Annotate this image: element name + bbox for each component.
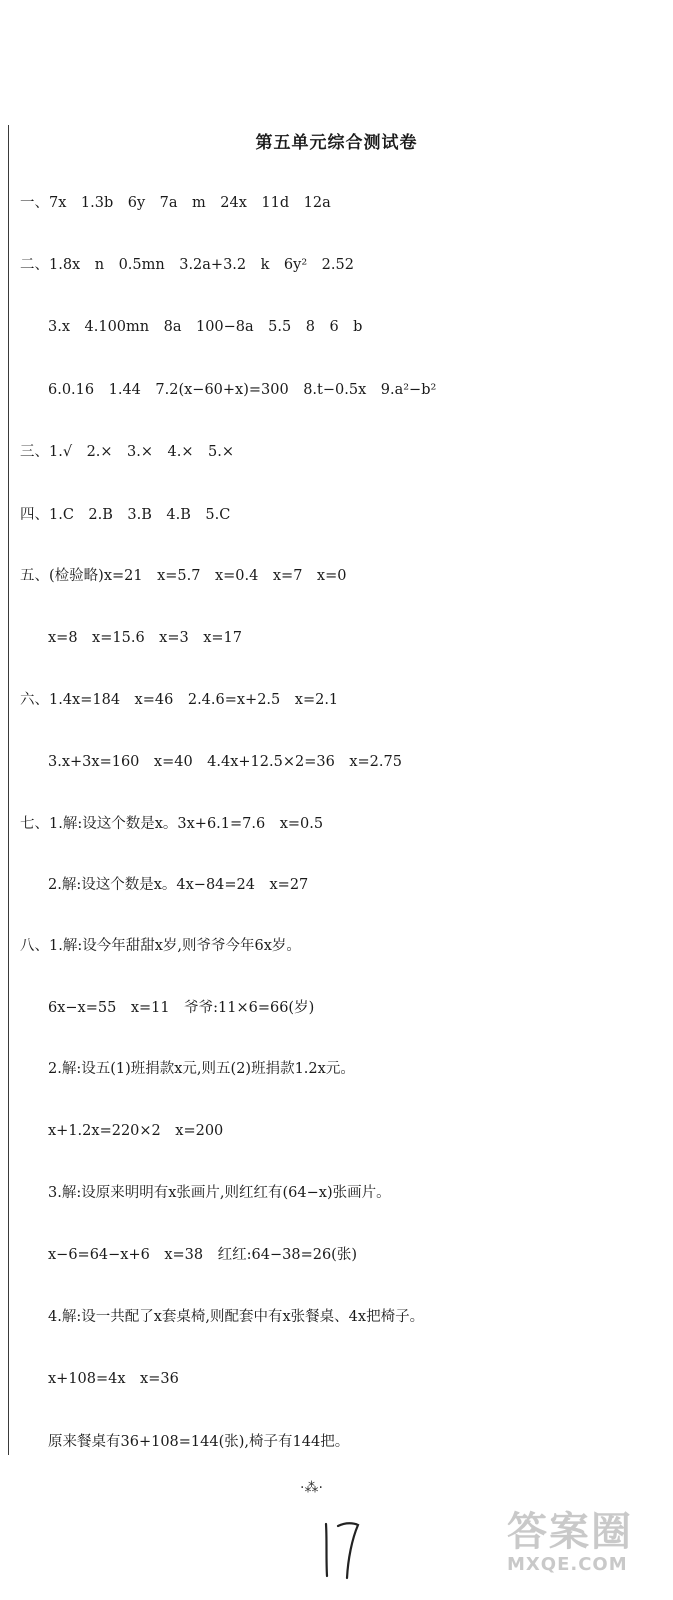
answer-line-19: 4.解:设一共配了x套桌椅,则配套中有x张餐桌、4x把椅子。 [48, 1309, 425, 1325]
page-title: 第五单元综合测试卷 [255, 133, 418, 153]
answer-line-9: 六、1.4x=184 x=46 2.4.6=x+2.5 x=2.1 [20, 692, 339, 708]
answer-line-11: 七、1.解:设这个数是x。3x+6.1=7.6 x=0.5 [20, 816, 324, 832]
answer-line-12: 2.解:设这个数是x。4x−84=24 x=27 [48, 877, 309, 893]
answer-line-1: 一、7x 1.3b 6y 7a m 24x 11d 12a [20, 195, 331, 211]
answer-line-14: 6x−x=55 x=11 爷爷:11×6=66(岁) [48, 1000, 315, 1016]
answer-line-10: 3.x+3x=160 x=40 4.4x+12.5×2=36 x=2.75 [48, 754, 402, 770]
watermark-url: MXQE.COM [507, 1554, 628, 1575]
answer-line-16: x+1.2x=220×2 x=200 [48, 1123, 224, 1139]
answer-line-13: 八、1.解:设今年甜甜x岁,则爷爷今年6x岁。 [20, 938, 301, 954]
answer-line-4: 6.0.16 1.44 7.2(x−60+x)=300 8.t−0.5x 9.a²−b² [48, 382, 437, 398]
answer-line-21: 原来餐桌有36+108=144(张),椅子有144把。 [48, 1434, 350, 1450]
answer-line-5: 三、1.√ 2.× 3.× 4.× 5.× [20, 444, 235, 460]
handwritten-page-number [318, 1514, 368, 1584]
watermark [507, 1510, 667, 1590]
answer-line-7: 五、(检验略)x=21 x=5.7 x=0.4 x=7 x=0 [20, 568, 347, 584]
answer-line-2: 二、1.8x n 0.5mn 3.2a+3.2 k 6y² 2.52 [20, 257, 354, 273]
answer-line-20: x+108=4x x=36 [48, 1371, 179, 1387]
answer-line-18: x−6=64−x+6 x=38 红红:64−38=26(张) [48, 1247, 357, 1263]
answer-line-6: 四、1.C 2.B 3.B 4.B 5.C [20, 507, 231, 523]
answer-line-3: 3.x 4.100mn 8a 100−8a 5.5 8 6 b [48, 319, 363, 335]
page-ornament: ·⁂· [300, 1480, 323, 1496]
answer-line-8: x=8 x=15.6 x=3 x=17 [48, 630, 242, 646]
answer-line-17: 3.解:设原来明明有x张画片,则红红有(64−x)张画片。 [48, 1185, 391, 1201]
watermark-logo-text: 答案圈 [507, 1509, 633, 1555]
answer-line-15: 2.解:设五(1)班捐款x元,则五(2)班捐款1.2x元。 [48, 1061, 355, 1077]
margin-line [8, 125, 9, 1455]
